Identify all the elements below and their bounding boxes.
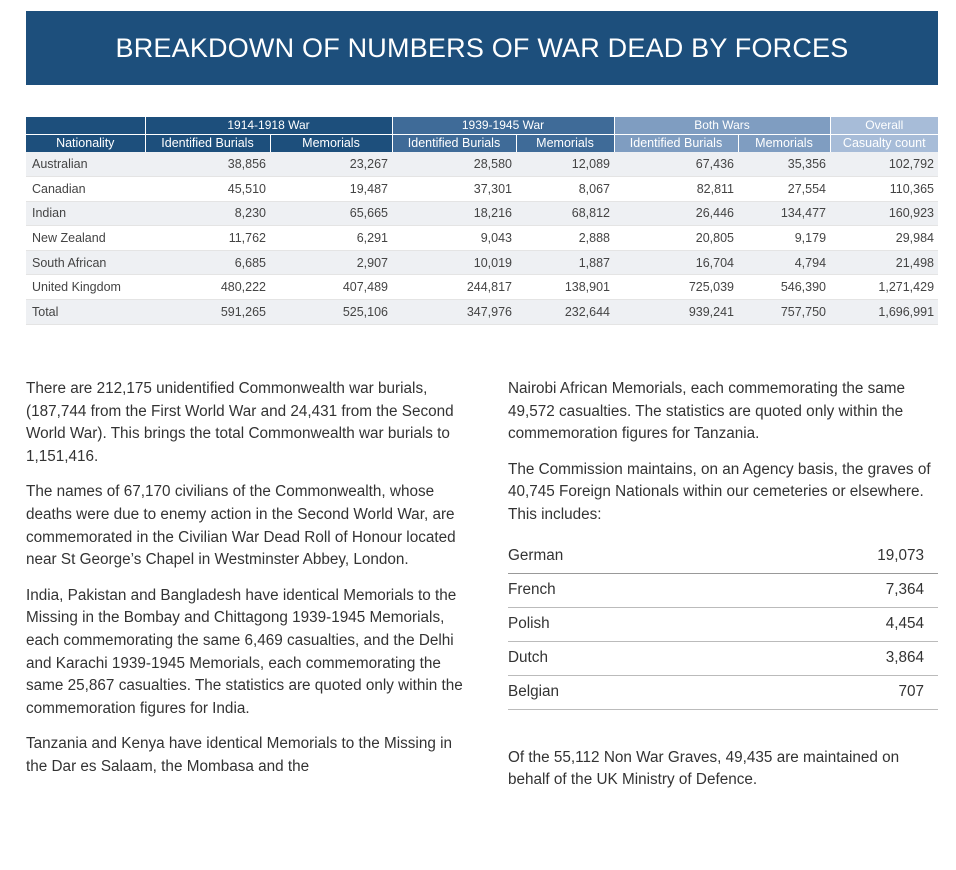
table-group-header-blank — [26, 117, 145, 134]
table-cell: 27,554 — [738, 177, 830, 202]
table-cell: 591,265 — [145, 300, 270, 325]
table-cell: 232,644 — [516, 300, 614, 325]
table-column-header: Memorials — [738, 134, 830, 152]
table-cell: 65,665 — [270, 201, 392, 226]
table-row-total — [26, 300, 938, 325]
war-dead-table — [26, 117, 938, 325]
table-column-header-row — [26, 134, 938, 152]
nation-name: Dutch — [508, 648, 548, 666]
table-cell: 11,762 — [145, 226, 270, 251]
list-item — [508, 608, 938, 642]
table-cell: 9,043 — [392, 226, 516, 251]
table-column-header: Identified Burials — [145, 134, 270, 152]
table-row — [26, 201, 938, 226]
table-cell: 939,241 — [614, 300, 738, 325]
page-title: BREAKDOWN OF NUMBERS OF WAR DEAD BY FORCES — [115, 32, 849, 63]
table-cell: 18,216 — [392, 201, 516, 226]
table-cell: 2,888 — [516, 226, 614, 251]
table-cell: 21,498 — [830, 250, 938, 275]
list-item — [508, 642, 938, 676]
table-cell: 6,685 — [145, 250, 270, 275]
table-group-header: 1914-1918 War — [145, 117, 392, 134]
nation-name: French — [508, 580, 556, 598]
table-cell-nationality: Indian — [26, 201, 145, 226]
table-cell: 102,792 — [830, 152, 938, 177]
table-cell: 525,106 — [270, 300, 392, 325]
table-cell: 29,984 — [830, 226, 938, 251]
table-cell: 12,089 — [516, 152, 614, 177]
page-title-banner — [26, 11, 938, 85]
table-group-header: Overall — [830, 117, 938, 134]
table-cell: 23,267 — [270, 152, 392, 177]
list-item — [508, 540, 938, 574]
table-cell-nationality: Total — [26, 300, 145, 325]
table-cell: 244,817 — [392, 275, 516, 300]
table-row — [26, 250, 938, 275]
table-row — [26, 275, 938, 300]
table-cell: 10,019 — [392, 250, 516, 275]
table-cell: 480,222 — [145, 275, 270, 300]
table-cell: 16,704 — [614, 250, 738, 275]
nation-count: 707 — [898, 682, 924, 700]
table-cell: 4,794 — [738, 250, 830, 275]
table-cell: 20,805 — [614, 226, 738, 251]
nation-name: German — [508, 546, 564, 564]
table-cell: 8,230 — [145, 201, 270, 226]
table-cell: 1,887 — [516, 250, 614, 275]
table-cell: 37,301 — [392, 177, 516, 202]
table-cell: 82,811 — [614, 177, 738, 202]
table-group-header-row — [26, 117, 938, 134]
table-cell: 347,976 — [392, 300, 516, 325]
nation-count: 19,073 — [877, 546, 924, 564]
table-cell: 19,487 — [270, 177, 392, 202]
table-cell: 68,812 — [516, 201, 614, 226]
paragraph: The Commission maintains, on an Agency basis, the graves of 40,745 Foreign Nationals within our cemeteries or elsewhere. This includes: — [508, 460, 931, 523]
table-column-header: Memorials — [270, 134, 392, 152]
table-column-header: Identified Burials — [614, 134, 738, 152]
table-cell-nationality: Australian — [26, 152, 145, 177]
table-cell-nationality: New Zealand — [26, 226, 145, 251]
table-column-header: Identified Burials — [392, 134, 516, 152]
paragraph: Nairobi African Memorials, each commemorating the same 49,572 casualties. The statistics are quoted only within the commemoration figures for Tanzania. — [508, 380, 906, 443]
table-cell-nationality: South African — [26, 250, 145, 275]
list-item — [508, 574, 938, 608]
footer-note: Of the 55,112 Non War Graves, 49,435 are maintained on behalf of the UK Ministry of Defence. — [508, 748, 900, 789]
table-cell: 6,291 — [270, 226, 392, 251]
table-cell: 38,856 — [145, 152, 270, 177]
table-cell: 26,446 — [614, 201, 738, 226]
table-cell: 8,067 — [516, 177, 614, 202]
table-cell: 28,580 — [392, 152, 516, 177]
table-column-header: Casualty count — [830, 134, 938, 152]
list-item — [508, 676, 938, 710]
table-column-header: Memorials — [516, 134, 614, 152]
table-cell: 2,907 — [270, 250, 392, 275]
table-cell: 725,039 — [614, 275, 738, 300]
nation-name: Polish — [508, 614, 550, 632]
table-group-header: Both Wars — [614, 117, 830, 134]
paragraph: India, Pakistan and Bangladesh have identical Memorials to the Missing in the Bombay and Chittagong 1939-1945 Memorials, each commemorating the same 6,469 casualties, and the Delhi and Karachi 1939-1945 Memorials, each commemorating the same 25,867 casualties. The statistics are quoted only within the commemoration figures for India. — [26, 586, 463, 717]
table-cell: 134,477 — [738, 201, 830, 226]
nation-count: 7,364 — [885, 580, 924, 598]
table-cell-nationality: United Kingdom — [26, 275, 145, 300]
table-cell: 9,179 — [738, 226, 830, 251]
table-cell: 45,510 — [145, 177, 270, 202]
table-row — [26, 152, 938, 177]
table-row — [26, 226, 938, 251]
right-text-column — [508, 378, 938, 805]
table-cell: 110,365 — [830, 177, 938, 202]
nation-count: 4,454 — [885, 614, 924, 632]
left-text-column — [26, 378, 466, 792]
table-cell: 546,390 — [738, 275, 830, 300]
paragraph: There are 212,175 unidentified Commonwealth war burials, (187,744 from the First World War and 24,431 from the Second World War). This brings the total Commonwealth war burials to 1,151,416. — [26, 380, 454, 465]
table-cell: 160,923 — [830, 201, 938, 226]
table-cell: 1,271,429 — [830, 275, 938, 300]
paragraph: The names of 67,170 civilians of the Commonwealth, whose deaths were due to enemy action in the Second World War, are commemorated in the Civilian War Dead Roll of Honour located near St George’s Chapel in Westminster Abbey, London. — [26, 483, 456, 569]
table-row — [26, 177, 938, 202]
table-cell: 35,356 — [738, 152, 830, 177]
table-cell-nationality: Canadian — [26, 177, 145, 202]
table-cell: 67,436 — [614, 152, 738, 177]
paragraph: Tanzania and Kenya have identical Memorials to the Missing in the Dar es Salaam, the Mombasa and the — [26, 735, 452, 775]
table-cell: 757,750 — [738, 300, 830, 325]
table-group-header: 1939-1945 War — [392, 117, 614, 134]
table-cell: 1,696,991 — [830, 300, 938, 325]
table-cell: 138,901 — [516, 275, 614, 300]
table-column-header: Nationality — [26, 134, 145, 152]
foreign-nationals-list — [508, 540, 938, 710]
nation-name: Belgian — [508, 682, 560, 700]
nation-count: 3,864 — [885, 648, 924, 666]
table-cell: 407,489 — [270, 275, 392, 300]
